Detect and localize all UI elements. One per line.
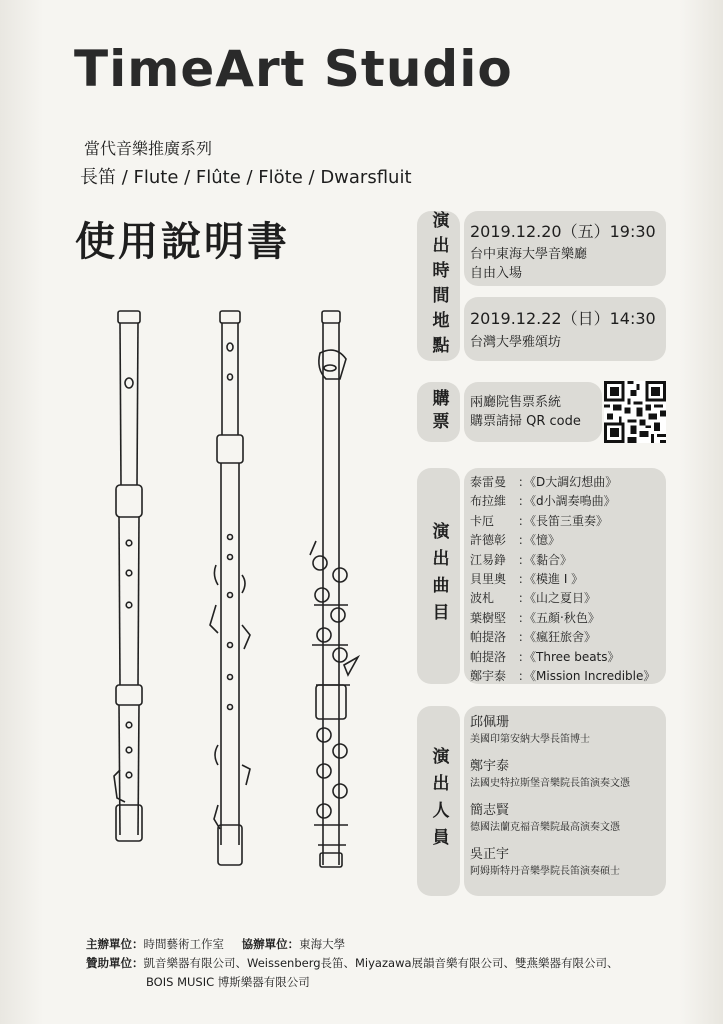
ticket-card	[464, 382, 602, 442]
baroque-flute-icon	[114, 311, 142, 841]
performer-credential: 美國印第安納大學長笛博士	[470, 734, 590, 745]
manual-heading: 使用說明書	[75, 219, 290, 265]
program-sep: ：	[518, 513, 531, 528]
program-composer: 帕提洛	[470, 630, 507, 645]
instrument-subtitle: 長笛 / Flute / Flûte / Flöte / Dwarsfluit	[80, 167, 412, 188]
program-work: 《D大調幻想曲》	[530, 475, 618, 489]
program-sep: ：	[518, 494, 531, 509]
program-card	[464, 468, 666, 684]
co-organizer-name: 東海大學	[299, 937, 346, 951]
program-work: 《長笛三重奏》	[530, 513, 609, 528]
program-work: 《山之夏日》	[530, 591, 597, 606]
program-work: 《Mission Incredible》	[530, 669, 656, 684]
studio-title: TimeArt Studio	[74, 40, 513, 98]
organizer-line	[86, 936, 345, 952]
program-work: 《瘋狂旅舍》	[530, 630, 597, 645]
program-item	[470, 589, 666, 608]
event-venue: 台中東海大學音樂廳	[470, 247, 588, 262]
schedule-label-text: 演出時間地點	[428, 211, 449, 361]
program-composer: 江易錚	[470, 552, 507, 567]
schedule-label	[417, 211, 460, 361]
event-date: 2019.12.20（五）19:30	[470, 222, 656, 241]
classical-flute-icon	[210, 311, 250, 865]
program-work: 《模進 I 》	[530, 572, 584, 587]
tickets-label	[417, 382, 460, 442]
program-composer: 卡厄	[470, 513, 495, 528]
program-sep: ：	[518, 610, 531, 625]
sponsor-list: 凱音樂器有限公司、Weissenberg長笛、Miyazawa展韻音樂有限公司、雙燕樂器有限公司、	[143, 956, 619, 970]
program-sep: ：	[518, 630, 531, 645]
program-item	[470, 551, 666, 570]
performer-name: 吳正宇	[470, 847, 510, 862]
ticket-system: 兩廳院售票系統	[470, 395, 562, 410]
program-work: 《五顏‧秋色》	[530, 610, 600, 625]
program-sep: ：	[518, 649, 531, 664]
organizer-name: 時間藝術工作室	[143, 937, 224, 951]
event-date: 2019.12.22（日）14:30	[470, 309, 656, 328]
program-composer: 葉樹堅	[470, 610, 507, 625]
program-composer: 帕提洛	[470, 649, 507, 664]
event-card-1	[464, 211, 666, 286]
program-composer: 布拉維	[470, 494, 507, 509]
performer-name: 簡志賢	[470, 803, 510, 818]
performer-credential: 阿姆斯特丹音樂學院長笛演奏碩士	[470, 866, 620, 877]
performer-credential: 德國法蘭克福音樂院最高演奏文憑	[470, 822, 620, 833]
program-item	[470, 648, 666, 667]
program-item	[470, 667, 666, 686]
program-sep: ：	[518, 475, 531, 489]
program-composer: 泰雷曼	[470, 475, 507, 489]
performers-label-text: 演出人員	[428, 747, 449, 855]
program-sep: ：	[518, 572, 531, 587]
program-item	[470, 492, 666, 511]
event-venue: 台灣大學雅頌坊	[470, 335, 562, 350]
performer-name: 鄭宇泰	[470, 759, 510, 774]
co-organizer-label: 協辦單位：	[241, 937, 300, 951]
sponsor-list-cont: BOIS MUSIC 博斯樂器有限公司	[146, 975, 310, 989]
program-label	[417, 468, 460, 684]
program-composer: 貝里奧	[470, 572, 507, 587]
program-sep: ：	[518, 669, 531, 684]
modern-flute-icon	[310, 311, 358, 867]
tickets-label-text: 購票	[428, 389, 449, 435]
program-item	[470, 512, 666, 531]
program-work: 《Three beats》	[530, 649, 620, 664]
event-note: 自由入場	[470, 266, 523, 281]
event-card-2	[464, 297, 666, 361]
program-composer: 波札	[470, 591, 495, 606]
qr-code-icon[interactable]	[604, 381, 666, 443]
series-label: 當代音樂推廣系列	[84, 139, 213, 158]
program-sep: ：	[518, 552, 531, 567]
program-label-text: 演出曲目	[428, 522, 449, 630]
ticket-instruction: 購票請掃 QR code	[470, 414, 581, 429]
program-item	[470, 570, 666, 589]
program-item	[470, 609, 666, 628]
program-item	[470, 628, 666, 647]
sponsor-line-2	[146, 974, 310, 990]
program-work: 《憶》	[530, 533, 561, 548]
program-sep: ：	[518, 533, 531, 548]
program-item	[470, 473, 666, 492]
program-composer: 許德彰	[470, 533, 507, 548]
program-work: 《d小調奏鳴曲》	[530, 494, 616, 509]
sponsor-label: 贊助單位：	[86, 956, 144, 970]
organizer-label: 主辦單位：	[86, 937, 144, 951]
performers-label	[417, 706, 460, 896]
flute-illustration	[100, 305, 380, 875]
program-item	[470, 531, 666, 550]
sponsor-line	[86, 955, 619, 971]
performers-card	[464, 706, 666, 896]
program-work: 《黏合》	[530, 552, 573, 567]
program-composer: 鄭宇泰	[470, 669, 507, 684]
performer-credential: 法國史特拉斯堡音樂院長笛演奏文憑	[470, 778, 630, 789]
performer-name: 邱佩珊	[470, 715, 510, 730]
program-sep: ：	[518, 591, 531, 606]
